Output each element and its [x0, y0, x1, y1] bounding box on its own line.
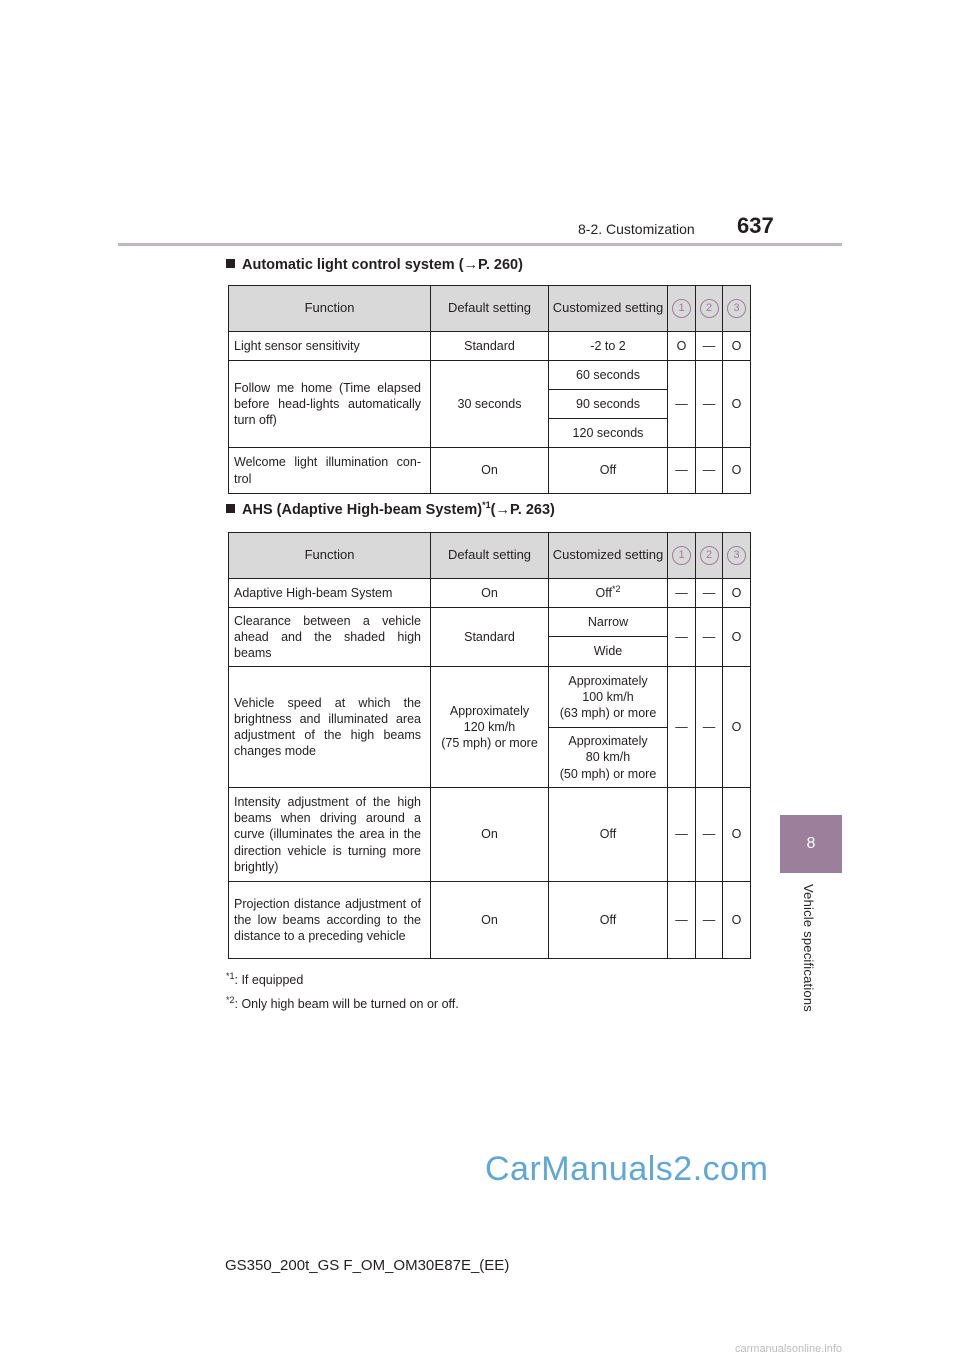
section-title-text: AHS (Adaptive High-beam System) [242, 501, 483, 518]
custom-cell [549, 667, 668, 728]
footnote-2 [226, 995, 459, 1011]
col-header-custom: Customized setting [549, 286, 668, 332]
method-2-cell: — [696, 667, 723, 788]
method-1-cell: O [668, 332, 696, 361]
default-line: (75 mph) or more [441, 736, 538, 751]
footnote-marker: *1 [226, 971, 235, 981]
square-bullet-icon [226, 504, 235, 513]
method-1-cell: — [668, 608, 696, 667]
chapter-number: 8 [806, 835, 816, 852]
table-row [229, 882, 751, 959]
col-header-1 [668, 533, 696, 579]
footnote-1 [226, 971, 303, 987]
footnote-marker: *2 [226, 995, 235, 1005]
custom-value: Off [595, 586, 612, 601]
custom-cell [549, 728, 668, 788]
default-cell: Standard [431, 608, 549, 667]
default-line: Approximately [449, 703, 530, 718]
custom-cell: Wide [549, 637, 668, 667]
table-row [229, 332, 751, 361]
custom-cell: 90 seconds [549, 390, 668, 419]
circled-2-icon: 2 [700, 546, 719, 565]
default-cell: Standard [431, 332, 549, 361]
col-header-3 [723, 286, 751, 332]
custom-line: (63 mph) or more [559, 706, 657, 721]
custom-line: 100 km/h [582, 689, 634, 704]
chapter-side-label [800, 884, 822, 1024]
square-bullet-icon [226, 259, 235, 268]
default-cell: On [431, 882, 549, 959]
method-3-cell: O [723, 361, 751, 448]
site-watermark: carmanualsonline.info [735, 1343, 843, 1355]
method-3-cell: O [723, 882, 751, 959]
custom-line: Approximately [568, 734, 648, 749]
col-header-3 [723, 533, 751, 579]
function-cell: Clearance between a vehicle ahead and the shaded high beams [229, 608, 431, 667]
method-1-cell: — [668, 788, 696, 882]
circled-3-icon: 3 [727, 546, 746, 565]
method-3-cell: O [723, 667, 751, 788]
function-cell: Light sensor sensitivity [229, 332, 431, 361]
custom-cell: 120 seconds [549, 419, 668, 448]
default-cell: On [431, 579, 549, 608]
footnote-marker: *2 [611, 584, 621, 595]
custom-cell: Off [549, 882, 668, 959]
method-2-cell: — [696, 788, 723, 882]
custom-line: Approximately [568, 673, 648, 688]
ahs-table [228, 532, 751, 959]
page-number: 637 [737, 213, 774, 238]
method-3-cell: O [723, 332, 751, 361]
section-heading: 8-2. Customization [578, 221, 695, 237]
function-cell: Intensity adjustment of the high beams when driving around a curve (illuminates the area in the direction vehicle is turning more brightly) [229, 788, 431, 882]
function-cell: Welcome light illumination con-trol [229, 448, 431, 494]
footnote-text: : If equipped [234, 973, 304, 988]
custom-cell: 60 seconds [549, 361, 668, 390]
method-2-cell: — [696, 608, 723, 667]
col-header-function: Function [229, 286, 431, 332]
function-cell: Vehicle speed at which the brightness and illuminated area adjustment of the high beams changes mode [229, 667, 431, 788]
chapter-tab[interactable] [780, 815, 842, 873]
col-header-function: Function [229, 533, 431, 579]
default-cell [431, 667, 549, 788]
method-2-cell: — [696, 579, 723, 608]
table-header-row [229, 533, 751, 579]
section-title-auto-light [226, 257, 523, 273]
custom-cell: -2 to 2 [549, 332, 668, 361]
circled-1-icon: 1 [672, 546, 691, 565]
method-3-cell: O [723, 608, 751, 667]
col-header-2 [696, 286, 723, 332]
custom-line: (50 mph) or more [559, 766, 657, 781]
method-3-cell: O [723, 579, 751, 608]
custom-cell: Off [549, 448, 668, 494]
page-reference-link[interactable]: (→P. 263) [490, 501, 555, 518]
table-row [229, 579, 751, 608]
circled-3-icon: 3 [727, 299, 746, 318]
footnote-marker: *1 [482, 500, 491, 510]
custom-cell [549, 579, 668, 608]
table-row [229, 361, 751, 390]
circled-2-icon: 2 [700, 299, 719, 318]
custom-cell: Narrow [549, 608, 668, 637]
method-1-cell: — [668, 579, 696, 608]
method-1-cell: — [668, 667, 696, 788]
carmanuals-watermark: CarManuals2.com [485, 1150, 769, 1188]
table-row [229, 788, 751, 882]
function-cell: Projection distance adjustment of the low beams according to the distance to a preceding vehicle [229, 882, 431, 959]
method-2-cell: — [696, 448, 723, 494]
method-3-cell: O [723, 448, 751, 494]
method-2-cell: — [696, 332, 723, 361]
method-3-cell: O [723, 788, 751, 882]
method-1-cell: — [668, 361, 696, 448]
auto-light-table [228, 285, 751, 494]
custom-cell: Off [549, 788, 668, 882]
header-rule [118, 243, 842, 246]
document-code: GS350_200t_GS F_OM_OM30E87E_(EE) [225, 1257, 510, 1274]
col-header-custom: Customized setting [549, 533, 668, 579]
section-title-ahs [226, 500, 555, 518]
circled-1-icon: 1 [672, 299, 691, 318]
custom-line: 80 km/h [585, 750, 631, 765]
footnote-text: : Only high beam will be turned on or off. [234, 997, 459, 1012]
col-header-1 [668, 286, 696, 332]
chapter-title: Vehicle specifications [801, 884, 816, 1012]
table-row [229, 448, 751, 494]
method-2-cell: — [696, 882, 723, 959]
table-header-row [229, 286, 751, 332]
method-2-cell: — [696, 361, 723, 448]
col-header-default: Default setting [431, 533, 549, 579]
default-line: 120 km/h [463, 719, 516, 734]
table-row [229, 608, 751, 637]
col-header-2 [696, 533, 723, 579]
function-cell: Adaptive High-beam System [229, 579, 431, 608]
section-title-text: Automatic light control system (→P. 260) [242, 257, 523, 273]
method-1-cell: — [668, 448, 696, 494]
method-1-cell: — [668, 882, 696, 959]
table-row [229, 667, 751, 728]
default-cell: On [431, 448, 549, 494]
default-cell: 30 seconds [431, 361, 549, 448]
function-cell: Follow me home (Time elapsed before head-lights automatically turn off) [229, 361, 431, 448]
col-header-default: Default setting [431, 286, 549, 332]
default-cell: On [431, 788, 549, 882]
